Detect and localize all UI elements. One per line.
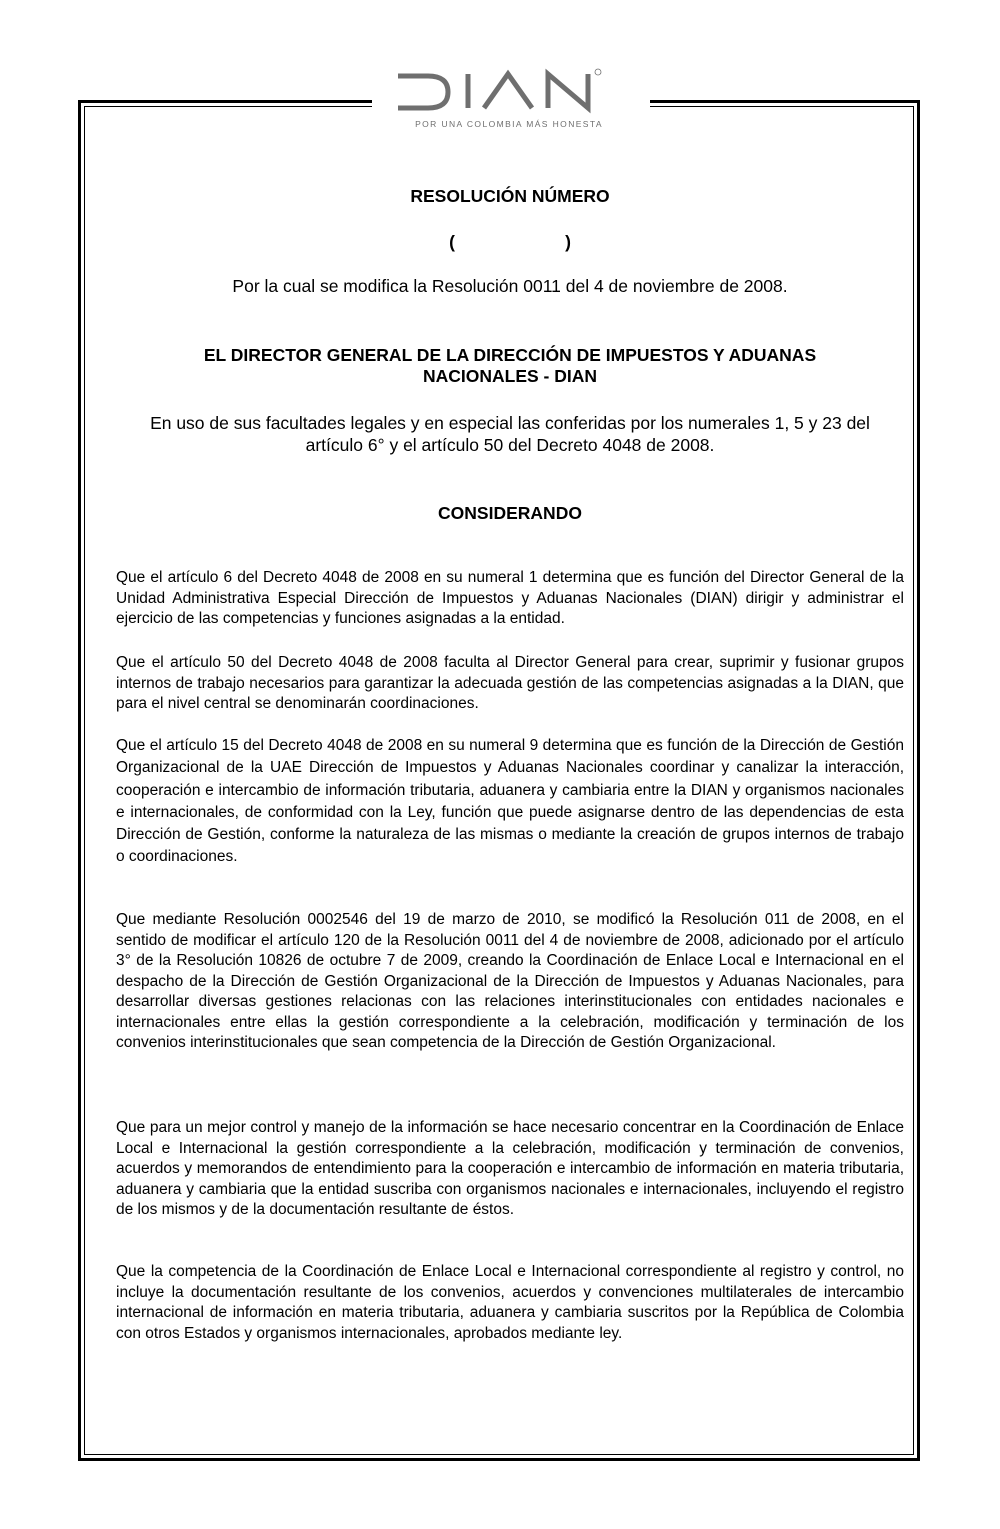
considerando-paragraph-1: Que el artículo 6 del Decreto 4048 de 2008 en su numeral 1 determina que es función del Director General de la Unidad Administrativa Especial Dirección de Impuestos y Aduanas Nacionales (DIAN) dirigir y administrar el ejercicio de las competencias y funciones asignadas a la entidad. bbox=[116, 569, 904, 627]
authority-heading bbox=[116, 345, 904, 387]
considerando-paragraph-5: Que para un mejor control y manejo de la información se hace necesario concentrar en la Coordinación de Enlace Local e Internacional la gestión correspondiente a la celebración, modificación y terminación de convenios, acuerdos y memorandos de entendimiento para la cooperación e intercambio de información en materia tributaria, aduanera y cambiaria que la entidad suscriba con organismos nacionales e internacionales, incluyendo el registro de los mismos y de la documentación resultante de éstos. bbox=[116, 1119, 904, 1218]
considerando-paragraph-6: Que la competencia de la Coordinación de Enlace Local e Internacional correspondiente al registro y control, no incluye la documentación resultante de los convenios, acuerdos y convenciones multilaterales de intercambio internacional de información en materia tributaria, aduanera y cambiaria suscritos por la República de Colombia con otros Estados y organismos internacionales, aprobados mediante ley. bbox=[116, 1263, 904, 1342]
considerando-paragraph-3: Que el artículo 15 del Decreto 4048 de 2008 en su numeral 9 determina que es función de la Dirección de Gestión Organizacional de la UAE Dirección de Impuestos y Aduanas Nacionales coordinar y canalizar la interacción, cooperación e intercambio de información tributaria, aduanera y cambiaria entre la DIAN y organismos nacionales e internacionales, de conformidad con la Ley, función que puede asignarse dentro de las dependencias de esta Dirección de Gestión, conforme la naturaleza de las mismas o mediante la creación de grupos internos de trabajo o coordinaciones. bbox=[116, 737, 904, 866]
number-close-paren: ) bbox=[565, 232, 571, 252]
considerando-heading: CONSIDERANDO bbox=[438, 503, 582, 523]
logo-tagline: POR UNA COLOMBIA MÁS HONESTA bbox=[415, 119, 603, 129]
resolution-title: RESOLUCIÓN NÚMERO bbox=[410, 186, 610, 206]
authority-faculties: En uso de sus facultades legales y en especial las conferidas por los numerales 1, 5 y 23 del artículo 6° y el artículo 50 del Decreto 4048 de 2008. bbox=[150, 413, 870, 455]
resolution-subject: Por la cual se modifica la Resolución 0011 del 4 de noviembre de 2008. bbox=[232, 276, 788, 296]
authority-line-1: EL DIRECTOR GENERAL DE LA DIRECCIÓN DE IMPUESTOS Y ADUANAS bbox=[203, 345, 817, 365]
considerando-paragraph-4: Que mediante Resolución 0002546 del 19 de marzo de 2010, se modificó la Resolución 011 de 2008, en el sentido de modificar el artículo 120 de la Resolución 0011 del 4 de noviembre de 2008, adicionado por el artículo 3° de la Resolución 10826 de octubre 7 de 2009, creando la Coordinación de Enlace Local e Internacional en el despacho de la Dirección de Gestión Organizacional de la Dirección de Impuestos y Aduanas Nacionales, para desarrollar diversas gestiones relacionas con las relaciones interinstitucionales con entidades nacionales e internacionales entre ellas la gestión correspondiente a la celebración, modificación y terminación de los convenios interinstitucionales que sean competencia de la Dirección de Gestión Organizacional. bbox=[116, 911, 904, 1051]
authority-line-2: NACIONALES - DIAN bbox=[422, 366, 598, 386]
considerando-paragraph-2: Que el artículo 50 del Decreto 4048 de 2008 faculta al Director General para crear, suprimir y fusionar grupos internos de trabajo necesarios para garantizar la adecuada gestión de las competencias asignadas a la DIAN, que para el nivel central se denominarán coordinaciones. bbox=[116, 654, 904, 712]
number-open-paren: ( bbox=[449, 232, 455, 252]
resolution-number-placeholder bbox=[116, 232, 904, 253]
dian-logo-mark bbox=[392, 66, 632, 116]
